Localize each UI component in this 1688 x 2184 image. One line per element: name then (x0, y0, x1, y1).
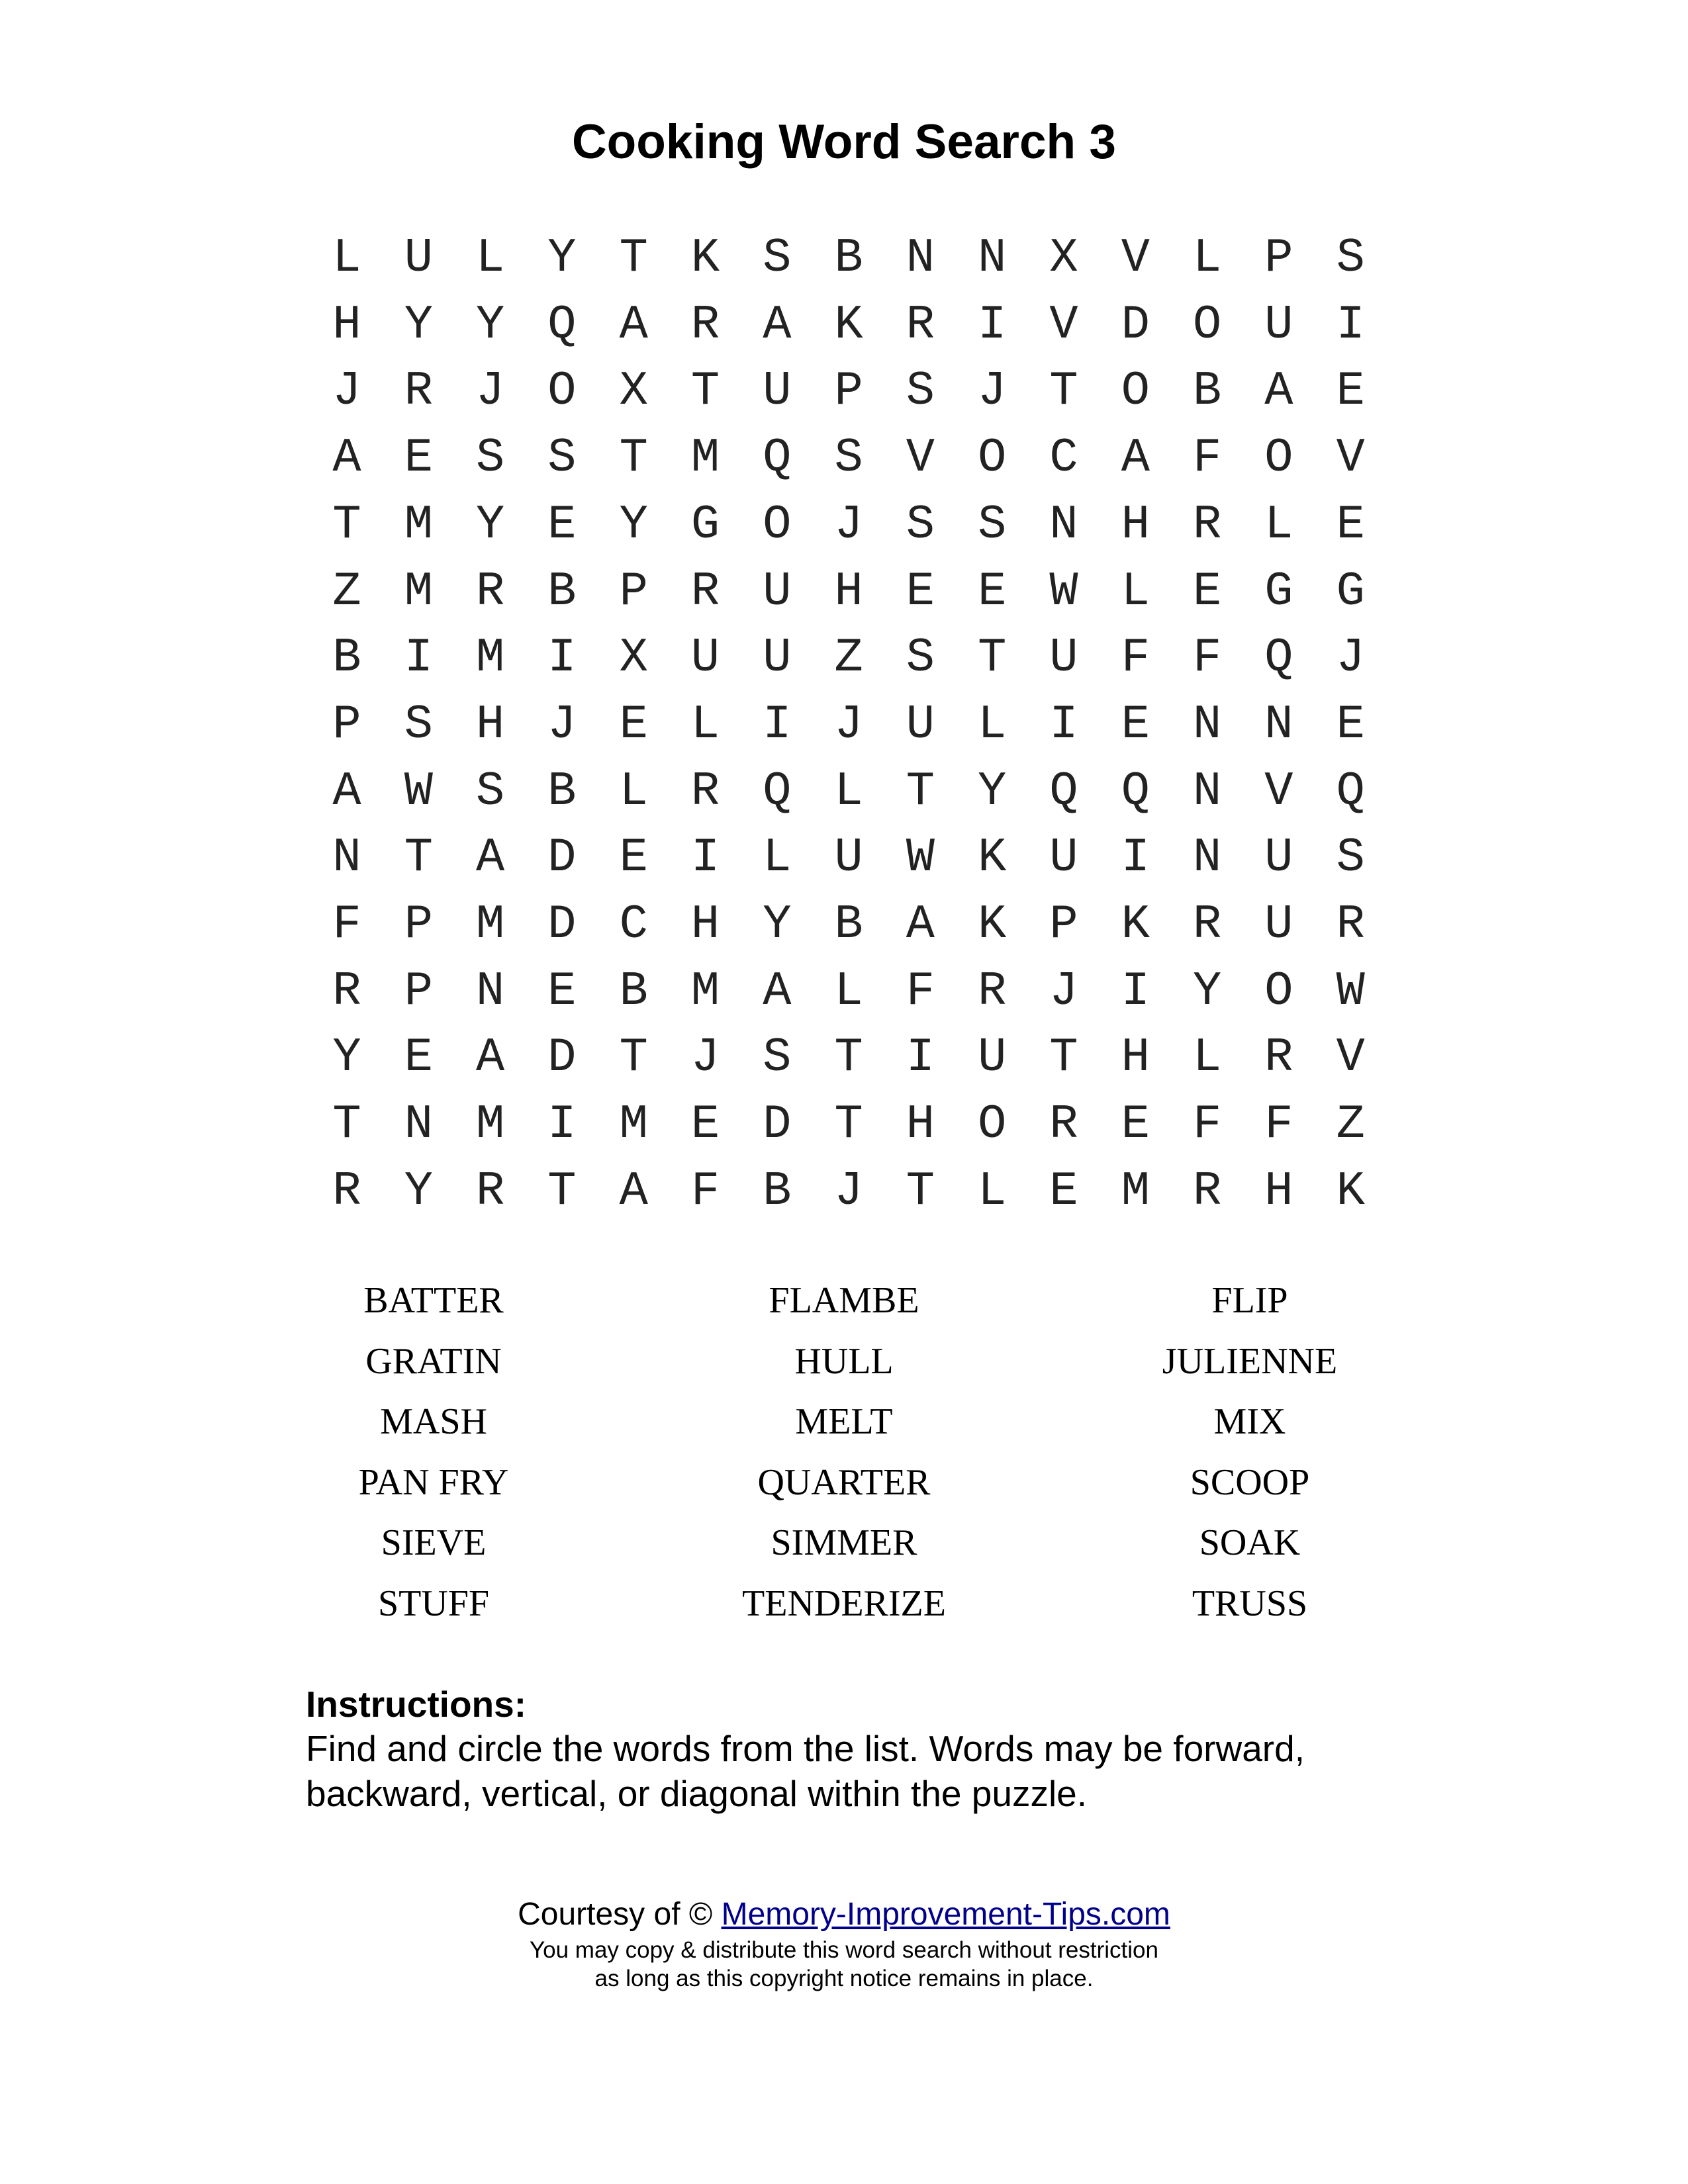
word-list-item: PAN FRY (358, 1461, 509, 1503)
grid-letter[interactable]: P (404, 897, 433, 952)
grid-letter[interactable]: N (404, 1097, 433, 1152)
grid-letter[interactable]: H (1121, 497, 1150, 552)
grid-letter[interactable]: O (1192, 297, 1222, 352)
grid-row (311, 891, 1383, 958)
grid-letter[interactable]: K (1121, 897, 1150, 952)
grid-letter[interactable]: U (1264, 297, 1293, 352)
grid-letter[interactable]: B (619, 964, 648, 1019)
grid-letter[interactable]: E (978, 564, 1007, 619)
grid-letter[interactable]: F (690, 1163, 720, 1218)
grid-letter[interactable]: I (1336, 297, 1365, 352)
grid-letter[interactable]: J (332, 364, 361, 419)
grid-letter[interactable]: V (1121, 231, 1150, 285)
grid-letter[interactable]: N (1049, 497, 1078, 552)
grid-letter[interactable]: L (1264, 497, 1293, 552)
grid-letter[interactable]: R (906, 297, 935, 352)
grid-letter[interactable]: B (547, 764, 577, 819)
grid-letter[interactable]: I (404, 631, 433, 686)
grid-letter[interactable]: R (1049, 1097, 1078, 1152)
grid-letter[interactable]: Y (763, 897, 792, 952)
grid-letter[interactable]: A (906, 897, 935, 952)
grid-letter[interactable]: U (404, 231, 433, 285)
grid-letter[interactable]: A (332, 764, 361, 819)
grid-letter[interactable]: S (1336, 831, 1365, 886)
grid-letter[interactable]: J (834, 697, 863, 752)
grid-letter[interactable]: Q (763, 764, 792, 819)
grid-letter[interactable]: J (834, 1163, 863, 1218)
word-search-grid (311, 225, 1383, 1231)
grid-letter[interactable]: X (619, 631, 648, 686)
grid-letter[interactable]: X (1049, 231, 1078, 285)
grid-letter[interactable]: M (690, 431, 720, 486)
copyright-note: as long as this copyright notice remains in place. (594, 1966, 1094, 1991)
grid-letter[interactable]: Y (332, 1030, 361, 1085)
grid-letter[interactable]: B (332, 631, 361, 686)
grid-letter[interactable]: O (547, 364, 577, 419)
grid-letter[interactable]: R (1264, 1030, 1293, 1085)
grid-letter[interactable]: K (978, 897, 1007, 952)
word-list-item: MIX (1213, 1401, 1286, 1442)
grid-letter[interactable]: L (690, 697, 720, 752)
grid-letter[interactable]: S (763, 1030, 792, 1085)
word-list-item: SCOOP (1190, 1461, 1310, 1503)
instructions-heading: Instructions: (306, 1684, 527, 1725)
grid-row (311, 358, 1383, 424)
grid-letter[interactable]: E (619, 697, 648, 752)
grid-letter[interactable]: S (906, 364, 935, 419)
grid-letter[interactable]: T (906, 764, 935, 819)
grid-letter[interactable]: T (619, 1030, 648, 1085)
grid-letter[interactable]: N (332, 831, 361, 886)
grid-row (311, 1091, 1383, 1158)
grid-letter[interactable]: F (1121, 631, 1150, 686)
grid-letter[interactable]: Y (404, 1163, 433, 1218)
grid-letter[interactable]: R (332, 1163, 361, 1218)
grid-letter[interactable]: A (475, 1030, 505, 1085)
grid-letter[interactable]: U (763, 564, 792, 619)
grid-letter[interactable]: R (404, 364, 433, 419)
grid-letter[interactable]: T (1049, 364, 1078, 419)
grid-letter[interactable]: O (763, 497, 792, 552)
grid-letter[interactable]: L (978, 697, 1007, 752)
grid-letter[interactable]: N (1192, 764, 1222, 819)
grid-letter[interactable]: D (1121, 297, 1150, 352)
grid-letter[interactable]: T (978, 631, 1007, 686)
grid-letter[interactable]: G (690, 497, 720, 552)
grid-letter[interactable]: U (1049, 631, 1078, 686)
grid-letter[interactable]: Y (475, 497, 505, 552)
grid-letter[interactable]: I (1121, 831, 1150, 886)
grid-letter[interactable]: N (978, 231, 1007, 285)
grid-letter[interactable]: P (619, 564, 648, 619)
grid-letter[interactable]: E (1336, 497, 1365, 552)
grid-letter[interactable]: Q (1336, 764, 1365, 819)
grid-letter[interactable]: E (906, 564, 935, 619)
grid-letter[interactable]: M (475, 631, 505, 686)
word-list-item: MASH (380, 1401, 487, 1442)
word-list-item: FLIP (1211, 1280, 1288, 1321)
page-title: Cooking Word Search 3 (571, 115, 1117, 169)
grid-letter[interactable]: W (1336, 964, 1365, 1019)
grid-letter[interactable]: Q (1264, 631, 1293, 686)
grid-letter[interactable]: Y (978, 764, 1007, 819)
grid-letter[interactable]: T (1049, 1030, 1078, 1085)
grid-letter[interactable]: H (834, 564, 863, 619)
grid-letter[interactable]: F (1264, 1097, 1293, 1152)
grid-letter[interactable]: Y (547, 231, 577, 285)
grid-letter[interactable]: I (906, 1030, 935, 1085)
grid-letter[interactable]: J (1336, 631, 1365, 686)
grid-letter[interactable]: S (404, 697, 433, 752)
grid-letter[interactable]: O (1264, 431, 1293, 486)
grid-row (311, 1158, 1383, 1224)
grid-letter[interactable]: M (690, 964, 720, 1019)
grid-letter[interactable]: E (619, 831, 648, 886)
grid-letter[interactable]: S (763, 231, 792, 285)
word-list-item: SOAK (1199, 1522, 1301, 1563)
grid-letter[interactable]: I (690, 831, 720, 886)
grid-letter[interactable]: E (547, 964, 577, 1019)
grid-letter[interactable]: A (1121, 431, 1150, 486)
grid-letter[interactable]: N (906, 231, 935, 285)
grid-letter[interactable]: A (475, 831, 505, 886)
grid-letter[interactable]: A (1264, 364, 1293, 419)
grid-letter[interactable]: P (834, 364, 863, 419)
word-list-item: SIEVE (381, 1522, 487, 1563)
grid-letter[interactable]: R (1192, 897, 1222, 952)
instructions-text (306, 1726, 1431, 1816)
grid-letter[interactable]: W (906, 831, 935, 886)
website-link[interactable]: Memory-Improvement-Tips.com (721, 1897, 1170, 1932)
courtesy-label: Courtesy of © (518, 1897, 722, 1932)
grid-letter[interactable]: I (547, 1097, 577, 1152)
grid-letter[interactable]: L (1192, 231, 1222, 285)
grid-letter[interactable]: R (690, 564, 720, 619)
grid-letter[interactable]: M (619, 1097, 648, 1152)
grid-letter[interactable]: L (619, 764, 648, 819)
grid-letter[interactable]: L (834, 764, 863, 819)
grid-letter[interactable]: F (1192, 1097, 1222, 1152)
grid-letter[interactable]: U (1264, 831, 1293, 886)
grid-letter[interactable]: H (906, 1097, 935, 1152)
grid-letter[interactable]: F (906, 964, 935, 1019)
grid-letter[interactable]: L (475, 231, 505, 285)
grid-letter[interactable]: Q (1049, 764, 1078, 819)
grid-letter[interactable]: V (1336, 1030, 1365, 1085)
grid-letter[interactable]: N (1192, 697, 1222, 752)
grid-letter[interactable]: G (1264, 564, 1293, 619)
grid-letter[interactable]: Y (1192, 964, 1222, 1019)
grid-letter[interactable]: S (906, 631, 935, 686)
grid-letter[interactable]: J (547, 697, 577, 752)
grid-row (311, 492, 1383, 558)
copyright-note: You may copy & distribute this word search without restriction (530, 1937, 1158, 1963)
grid-letter[interactable]: W (404, 764, 433, 819)
grid-letter[interactable]: N (1264, 697, 1293, 752)
grid-letter[interactable]: R (690, 764, 720, 819)
grid-letter[interactable]: F (332, 897, 361, 952)
grid-letter[interactable]: R (978, 964, 1007, 1019)
grid-letter[interactable]: D (763, 1097, 792, 1152)
grid-letter[interactable]: J (475, 364, 505, 419)
grid-letter[interactable]: R (1336, 897, 1365, 952)
grid-letter[interactable]: U (978, 1030, 1007, 1085)
grid-letter[interactable]: P (1049, 897, 1078, 952)
grid-letter[interactable]: L (834, 964, 863, 1019)
word-list-item: TENDERIZE (742, 1582, 946, 1624)
word-list-item: STUFF (377, 1582, 490, 1624)
grid-letter[interactable]: E (1121, 697, 1150, 752)
grid-letter[interactable]: X (619, 364, 648, 419)
grid-letter[interactable]: U (763, 631, 792, 686)
grid-letter[interactable]: O (978, 431, 1007, 486)
grid-letter[interactable]: Z (1336, 1097, 1365, 1152)
grid-letter[interactable]: I (547, 631, 577, 686)
grid-letter[interactable]: B (1192, 364, 1222, 419)
grid-letter[interactable]: D (547, 897, 577, 952)
grid-letter[interactable]: U (1264, 897, 1293, 952)
grid-row (311, 758, 1383, 825)
grid-letter[interactable]: E (404, 431, 433, 486)
grid-letter[interactable]: J (978, 364, 1007, 419)
grid-letter[interactable]: F (1192, 431, 1222, 486)
grid-letter[interactable]: S (1336, 231, 1365, 285)
word-list-item: MELT (795, 1401, 893, 1442)
grid-letter[interactable]: V (1264, 764, 1293, 819)
grid-letter[interactable]: I (1049, 697, 1078, 752)
grid-letter[interactable]: C (1049, 431, 1078, 486)
grid-letter[interactable]: V (1049, 297, 1078, 352)
grid-letter[interactable]: P (332, 697, 361, 752)
grid-letter[interactable]: T (834, 1097, 863, 1152)
instructions-line: backward, vertical, or diagonal within the puzzle. (306, 1773, 1088, 1814)
grid-letter[interactable]: K (690, 231, 720, 285)
grid-letter[interactable]: Y (404, 297, 433, 352)
grid-letter[interactable]: K (978, 831, 1007, 886)
grid-letter[interactable]: C (619, 897, 648, 952)
grid-letter[interactable]: T (834, 1030, 863, 1085)
grid-letter[interactable]: Y (475, 297, 505, 352)
grid-letter[interactable]: I (978, 297, 1007, 352)
grid-letter[interactable]: A (332, 431, 361, 486)
grid-letter[interactable]: K (834, 297, 863, 352)
grid-letter[interactable]: T (906, 1163, 935, 1218)
grid-letter[interactable]: A (763, 297, 792, 352)
grid-letter[interactable]: A (763, 964, 792, 1019)
grid-letter[interactable]: V (906, 431, 935, 486)
grid-letter[interactable]: J (834, 497, 863, 552)
grid-letter[interactable]: U (763, 364, 792, 419)
grid-letter[interactable]: Z (834, 631, 863, 686)
grid-letter[interactable]: I (1121, 964, 1150, 1019)
grid-letter[interactable]: E (547, 497, 577, 552)
grid-letter[interactable]: L (763, 831, 792, 886)
grid-letter[interactable]: N (1192, 831, 1222, 886)
grid-letter[interactable]: S (906, 497, 935, 552)
grid-letter[interactable]: R (690, 297, 720, 352)
grid-letter[interactable]: T (332, 1097, 361, 1152)
grid-letter[interactable]: J (1049, 964, 1078, 1019)
grid-letter[interactable]: K (1336, 1163, 1365, 1218)
grid-letter[interactable]: W (1049, 564, 1078, 619)
grid-letter[interactable]: S (547, 431, 577, 486)
word-list-item: FLAMBE (769, 1280, 919, 1321)
grid-letter[interactable]: H (1121, 1030, 1150, 1085)
grid-letter[interactable]: N (475, 964, 505, 1019)
grid-row (311, 625, 1383, 691)
grid-letter[interactable]: U (834, 831, 863, 886)
grid-row (311, 958, 1383, 1024)
grid-letter[interactable]: L (1121, 564, 1150, 619)
grid-letter[interactable]: R (1192, 1163, 1222, 1218)
grid-letter[interactable]: R (332, 964, 361, 1019)
grid-letter[interactable]: S (834, 431, 863, 486)
word-list-item: QUARTER (757, 1461, 931, 1503)
grid-letter[interactable]: B (763, 1163, 792, 1218)
grid-letter[interactable]: R (475, 564, 505, 619)
word-list-item: GRATIN (365, 1340, 502, 1382)
grid-letter[interactable]: H (1264, 1163, 1293, 1218)
word-list-item: SIMMER (771, 1522, 917, 1563)
grid-row (311, 225, 1383, 291)
grid-letter[interactable]: T (547, 1163, 577, 1218)
grid-letter[interactable]: R (475, 1163, 505, 1218)
grid-letter[interactable]: E (1049, 1163, 1078, 1218)
word-list-item: HULL (794, 1340, 894, 1382)
word-list-item: JULIENNE (1162, 1340, 1338, 1382)
grid-row (311, 425, 1383, 491)
grid-letter[interactable]: P (1264, 231, 1293, 285)
grid-letter[interactable]: B (834, 897, 863, 952)
grid-letter[interactable]: L (332, 231, 361, 285)
grid-letter[interactable]: M (404, 564, 433, 619)
grid-letter[interactable]: L (978, 1163, 1007, 1218)
grid-letter[interactable]: S (475, 431, 505, 486)
grid-letter[interactable]: O (978, 1097, 1007, 1152)
grid-letter[interactable]: J (690, 1030, 720, 1085)
word-list-item: BATTER (363, 1280, 504, 1321)
grid-letter[interactable]: T (619, 231, 648, 285)
grid-letter[interactable]: U (1049, 831, 1078, 886)
grid-letter[interactable]: F (1192, 631, 1222, 686)
grid-letter[interactable]: S (475, 764, 505, 819)
grid-row (311, 825, 1383, 891)
grid-letter[interactable]: S (978, 497, 1007, 552)
footer-courtesy (0, 1894, 1688, 1935)
grid-letter[interactable]: O (1121, 364, 1150, 419)
grid-letter[interactable]: A (619, 297, 648, 352)
grid-row (311, 559, 1383, 625)
grid-letter[interactable]: D (547, 1030, 577, 1085)
grid-letter[interactable]: U (906, 697, 935, 752)
grid-letter[interactable]: T (690, 364, 720, 419)
grid-letter[interactable]: Q (763, 431, 792, 486)
grid-row (311, 1024, 1383, 1091)
grid-letter[interactable]: E (1121, 1097, 1150, 1152)
grid-letter[interactable]: E (1336, 697, 1365, 752)
grid-letter[interactable]: E (1336, 364, 1365, 419)
grid-letter[interactable]: H (332, 297, 361, 352)
grid-letter[interactable]: T (404, 831, 433, 886)
grid-letter[interactable]: Q (547, 297, 577, 352)
grid-letter[interactable]: M (475, 1097, 505, 1152)
grid-letter[interactable]: B (834, 231, 863, 285)
grid-letter[interactable]: V (1336, 431, 1365, 486)
grid-letter[interactable]: T (332, 497, 361, 552)
grid-letter[interactable]: E (690, 1097, 720, 1152)
grid-letter[interactable]: P (404, 964, 433, 1019)
grid-letter[interactable]: U (690, 631, 720, 686)
grid-letter[interactable]: B (547, 564, 577, 619)
instructions-line: Find and circle the words from the list. Words may be forward, (306, 1728, 1305, 1769)
grid-letter[interactable]: I (763, 697, 792, 752)
grid-letter[interactable]: M (475, 897, 505, 952)
grid-letter[interactable]: M (1121, 1163, 1150, 1218)
grid-letter[interactable]: T (619, 431, 648, 486)
grid-letter[interactable]: E (404, 1030, 433, 1085)
grid-row (311, 292, 1383, 358)
grid-letter[interactable]: H (475, 697, 505, 752)
grid-letter[interactable]: Q (1121, 764, 1150, 819)
grid-letter[interactable]: Y (619, 497, 648, 552)
grid-letter[interactable]: L (1192, 1030, 1222, 1085)
word-list-item: TRUSS (1192, 1582, 1308, 1624)
grid-letter[interactable]: G (1336, 564, 1365, 619)
grid-letter[interactable]: E (1192, 564, 1222, 619)
grid-letter[interactable]: D (547, 831, 577, 886)
grid-row (311, 692, 1383, 758)
grid-letter[interactable]: A (619, 1163, 648, 1218)
grid-letter[interactable]: M (404, 497, 433, 552)
grid-letter[interactable]: Z (332, 564, 361, 619)
grid-letter[interactable]: H (690, 897, 720, 952)
grid-letter[interactable]: O (1264, 964, 1293, 1019)
grid-letter[interactable]: R (1192, 497, 1222, 552)
